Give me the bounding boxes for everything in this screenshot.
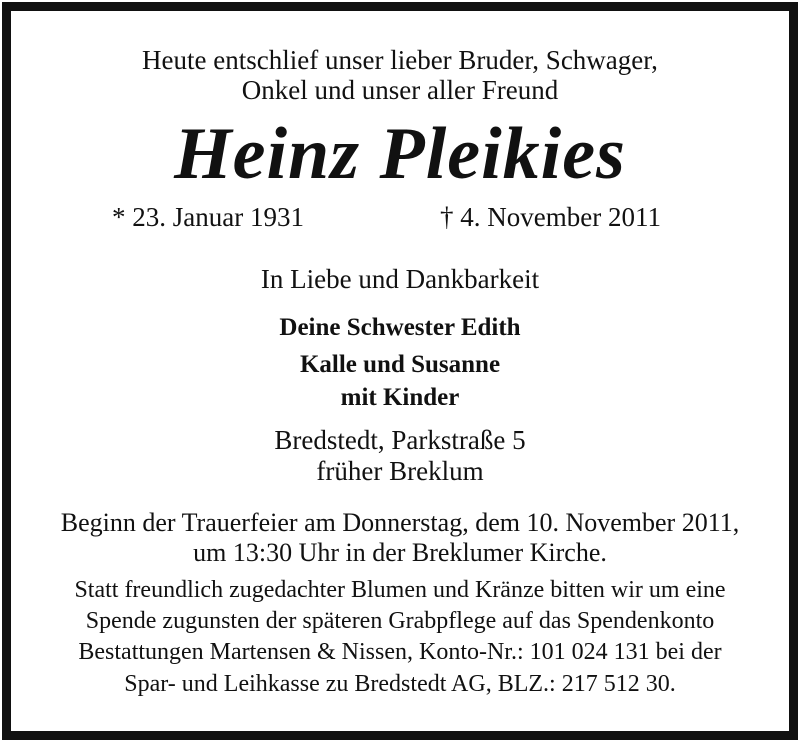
ceremony-line-1: Beginn der Trauerfeier am Donnerstag, dem 10. November 2011, (60, 508, 740, 537)
death-date: † 4. November 2011 (440, 202, 661, 232)
ceremony-line-2: um 13:30 Uhr in der Breklumer Kirche. (193, 538, 607, 567)
donation-line-1: Statt freundlich zugedachter Blumen und Kränze bitten wir um eine (74, 577, 726, 603)
family-line-3: mit Kinder (340, 384, 460, 411)
intro-line-2: Onkel und unser aller Freund (241, 75, 559, 105)
birth-date: * 23. Januar 1931 (112, 202, 304, 232)
intro-line-1: Heute entschlief unser lieber Bruder, Schwager, (142, 45, 658, 75)
donation-line-3: Bestattungen Martensen & Nissen, Konto-Nr.: 101 024 131 bei der (78, 639, 722, 665)
family-line-2: Kalle und Susanne (299, 351, 501, 378)
family-line-1: Deine Schwester Edith (279, 314, 521, 341)
deceased-name: Heinz Pleikies (174, 113, 626, 195)
donation-line-4: Spar- und Leihkasse zu Bredstedt AG, BLZ.: 217 512 30. (124, 671, 676, 697)
dedication-text: In Liebe und Dankbarkeit (260, 264, 540, 294)
address-line-2: früher Breklum (316, 456, 484, 486)
donation-line-2: Spende zugunsten der späteren Grabpflege auf das Spendenkonto (85, 608, 715, 634)
address-line-1: Bredstedt, Parkstraße 5 (274, 425, 526, 455)
